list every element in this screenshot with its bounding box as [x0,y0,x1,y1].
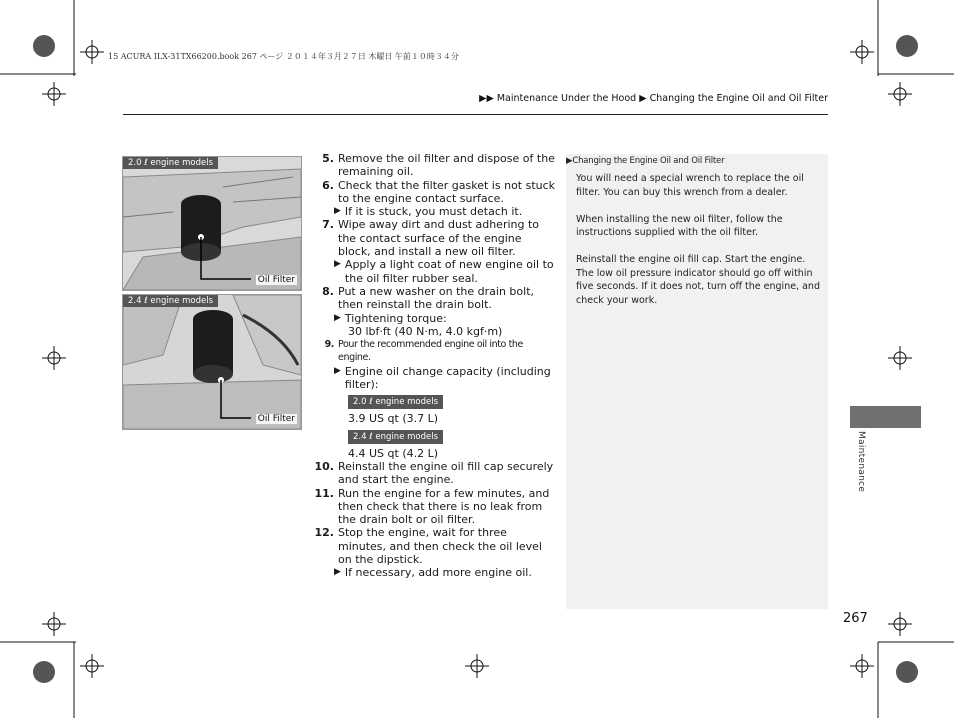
step-6: 6. Check that the filter gasket is not stuck to the engine contact surface. [322,178,556,205]
engine-illustration-2-0 [123,157,301,290]
procedure-steps [312,152,556,580]
step-12: 12. Stop the engine, wait for three minutes, and then check the oil level on the dipstick. [314,526,542,567]
note-paragraph: When installing the new oil filter, follow the instructions supplied with the oil filter. [576,213,783,238]
step-12-note: ▶ If necessary, add more engine oil. [334,566,532,580]
step-9: 9. Pour the recommended engine oil into the engine. [324,339,523,364]
torque-value: 30 lbf·ft (40 N·m, 4.0 kgf·m) [348,324,503,338]
breadcrumb-separator-icon: ▶ [639,93,647,104]
oil-filter-callout: Oil Filter [257,414,295,424]
breadcrumb [479,93,828,104]
engine-tag: 2.4 ℓ engine models [348,430,443,444]
oil-filter-callout: Oil Filter [257,275,295,285]
breadcrumb-section[interactable]: Maintenance Under the Hood [496,93,637,104]
figure-tag: 2.0 ℓ engine models [123,157,218,169]
figure-2-4-engine [122,294,302,430]
note-paragraph: You will need a special wrench to replace the oil filter. You can buy this wrench from a dealer. [576,173,804,198]
arrow-icon: ▶ [334,259,341,270]
figure-tag: 2.4 ℓ engine models [123,295,218,307]
engine-tag: 2.0 ℓ engine models [348,395,443,409]
step-10: 10. Reinstall the engine oil fill cap securely and start the engine. [314,459,554,487]
notes-title: ▶Changing the Engine Oil and Oil Filter [566,156,725,166]
step-7-note: ▶ Apply a light coat of new engine oil to the oil filter rubber seal. [334,258,554,285]
section-tab[interactable] [850,406,921,428]
arrow-icon: ▶ [334,312,341,323]
step-9-note: ▶ Engine oil change capacity (including filter): [334,364,551,392]
figure-2-0-engine [122,156,302,291]
file-meta: 15 ACURA ILX-31TX66200.book 267 ページ ２０１４年３月２７日 木曜日 午前１０時３４分 [108,52,459,61]
page-number: 267 [843,611,868,626]
notes-body [576,172,820,321]
section-tab-label: Maintenance [856,431,866,493]
capacity-2-4: 2.4 ℓ engine models 4.4 US qt (4.2 L) [312,426,556,460]
engine-illustration-2-4 [123,295,301,429]
step-6-note: ▶ If it is stuck, you must detach it. [334,205,523,219]
capacity-2-0: 2.0 ℓ engine models 3.9 US qt (3.7 L) [312,391,556,425]
step-11: 11. Run the engine for a few minutes, and then check that there is no leak from the drain bolt or oil filter. [314,486,550,527]
step-8-note: ▶ Tightening torque: [334,311,447,325]
step-7: 7. Wipe away dirt and dust adhering to the contact surface of the engine block, and install a new oil filter. [322,218,540,259]
note-paragraph: Reinstall the engine oil fill cap. Start the engine. The low oil pressure indicator should go off within five seconds. If it does not, turn off the engine, and check your work. [576,254,820,306]
step-5: 5. Remove the oil filter and dispose of the remaining oil. [322,152,555,179]
breadcrumb-page[interactable]: Changing the Engine Oil and Oil Filter [649,93,828,104]
header-rule [123,114,828,115]
step-8: 8. Put a new washer on the drain bolt, then reinstall the drain bolt. [322,284,535,312]
note-marker-icon: ▶ [566,156,573,166]
arrow-icon: ▶ [334,206,341,217]
breadcrumb-arrow-icon: ▶▶ [479,93,494,104]
arrow-icon: ▶ [334,567,341,578]
arrow-icon: ▶ [334,365,341,376]
